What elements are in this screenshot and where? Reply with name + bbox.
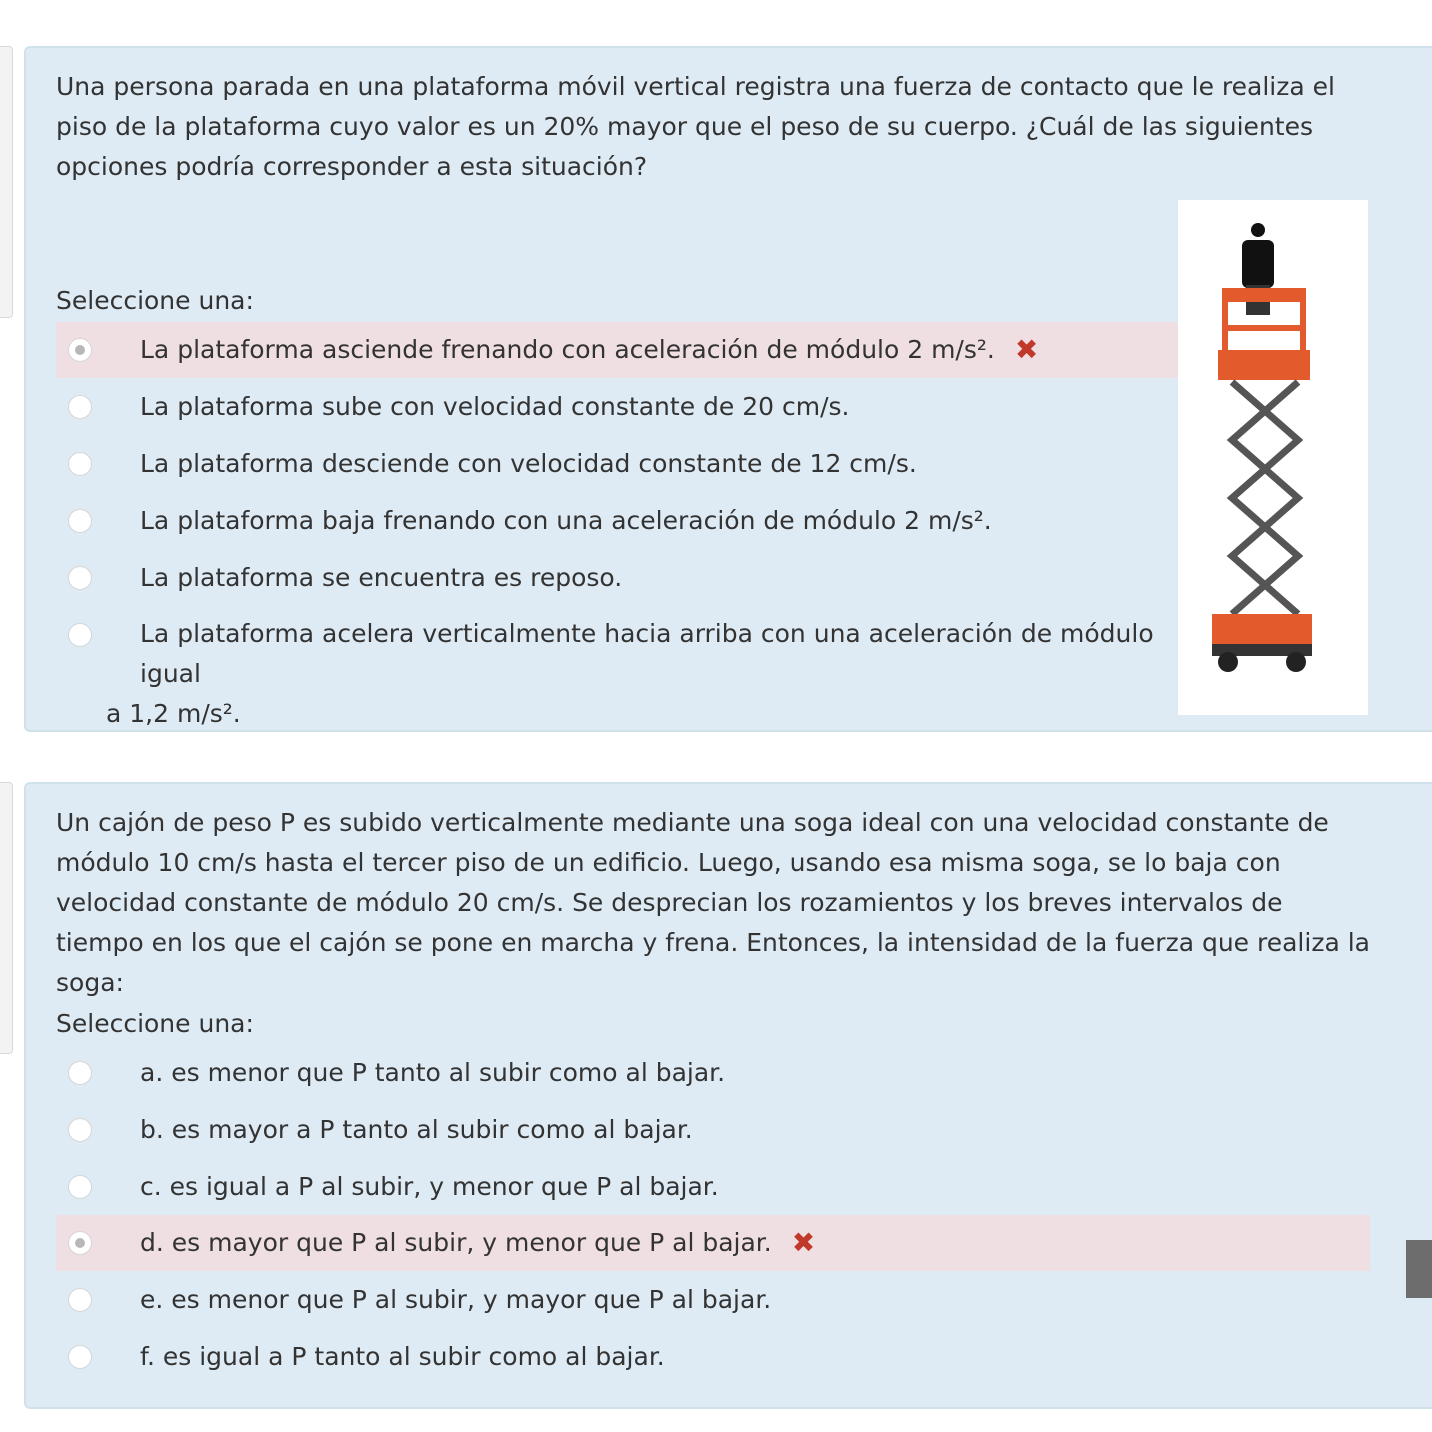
- q1-option-2-label: La plataforma sube con velocidad constante de 20 cm/s.: [140, 392, 850, 421]
- q2-option-c[interactable]: [56, 1159, 1370, 1215]
- q1-option-6-label-line1: La plataforma acelera verticalmente hacia arriba con una aceleración de módulo igual: [140, 619, 1154, 688]
- scrollbar-thumb[interactable]: [1406, 1240, 1432, 1298]
- q2-option-c-radio[interactable]: [68, 1175, 92, 1199]
- q2-option-a-radio[interactable]: [68, 1061, 92, 1085]
- question2-panel: [24, 782, 1432, 1409]
- q2-option-b[interactable]: [56, 1102, 1370, 1158]
- q2-option-e[interactable]: [56, 1272, 1370, 1328]
- scissor-lift-icon: [1178, 200, 1368, 715]
- q1-option-1[interactable]: [56, 322, 1178, 378]
- q2-option-a-label: a. es menor que P tanto al subir como al bajar.: [140, 1058, 726, 1087]
- question2-prompt: Seleccione una:: [56, 1009, 254, 1038]
- q1-option-2[interactable]: [56, 379, 1156, 435]
- q1-option-3-label: La plataforma desciende con velocidad constante de 12 cm/s.: [140, 449, 917, 478]
- q2-option-a[interactable]: [56, 1045, 1370, 1101]
- q1-option-2-radio[interactable]: [68, 395, 92, 419]
- q1-option-1-radio[interactable]: [68, 338, 92, 362]
- q1-option-4[interactable]: [56, 493, 1156, 549]
- q1-option-6-label-line2: a 1,2 m/s².: [106, 699, 241, 728]
- q1-option-6-radio[interactable]: [68, 623, 92, 647]
- question2-text: Un cajón de peso P es subido verticalmente mediante una soga ideal con una velocidad constante de módulo 10 cm/s hasta el tercer piso de un edificio. Luego, usando esa misma soga, se lo baja con velocidad constante de módulo 20 cm/s. Se desprecian los rozamientos y los breves intervalos de tiempo en los que el cajón se pone en marcha y frena. Entonces, la intensidad de la fuerza que realiza la soga:: [56, 808, 1370, 997]
- question2-side-tab: [0, 782, 13, 1054]
- q2-option-e-label: e. es menor que P al subir, y mayor que P al bajar.: [140, 1285, 772, 1314]
- q2-option-d-radio[interactable]: [68, 1231, 92, 1255]
- question1-side-tab: [0, 46, 13, 318]
- q2-option-e-radio[interactable]: [68, 1288, 92, 1312]
- cross-icon: ✖: [791, 1226, 816, 1259]
- q2-option-d-label: d. es mayor que P al subir, y menor que P al bajar.: [140, 1228, 772, 1257]
- q2-option-f[interactable]: [56, 1329, 1370, 1385]
- q1-option-5-radio[interactable]: [68, 566, 92, 590]
- q1-option-4-label: La plataforma baja frenando con una aceleración de módulo 2 m/s².: [140, 506, 992, 535]
- cross-icon: ✖: [1014, 333, 1039, 366]
- q2-option-b-label: b. es mayor a P tanto al subir como al bajar.: [140, 1115, 693, 1144]
- q1-option-5-label: La plataforma se encuentra es reposo.: [140, 563, 623, 592]
- q1-option-1-label: La plataforma asciende frenando con aceleración de módulo 2 m/s².: [140, 335, 995, 364]
- q1-option-5[interactable]: [56, 550, 1156, 606]
- question1-panel: [24, 46, 1432, 732]
- q2-option-f-label: f. es igual a P tanto al subir como al bajar.: [140, 1342, 665, 1371]
- question1-text: Una persona parada en una plataforma móvil vertical registra una fuerza de contacto que le realiza el piso de la plataforma cuyo valor es un 20% mayor que el peso de su cuerpo. ¿Cuál de las siguientes opciones podría corresponder a esta situación?: [56, 72, 1335, 181]
- q1-option-4-radio[interactable]: [68, 509, 92, 533]
- q1-option-3-radio[interactable]: [68, 452, 92, 476]
- q2-option-d[interactable]: [56, 1215, 1370, 1271]
- question1-prompt: Seleccione una:: [56, 286, 254, 315]
- q2-option-c-label: c. es igual a P al subir, y menor que P al bajar.: [140, 1172, 719, 1201]
- q1-option-6[interactable]: [56, 607, 1166, 728]
- q1-option-3[interactable]: [56, 436, 1156, 492]
- q2-option-b-radio[interactable]: [68, 1118, 92, 1142]
- q2-option-f-radio[interactable]: [68, 1345, 92, 1369]
